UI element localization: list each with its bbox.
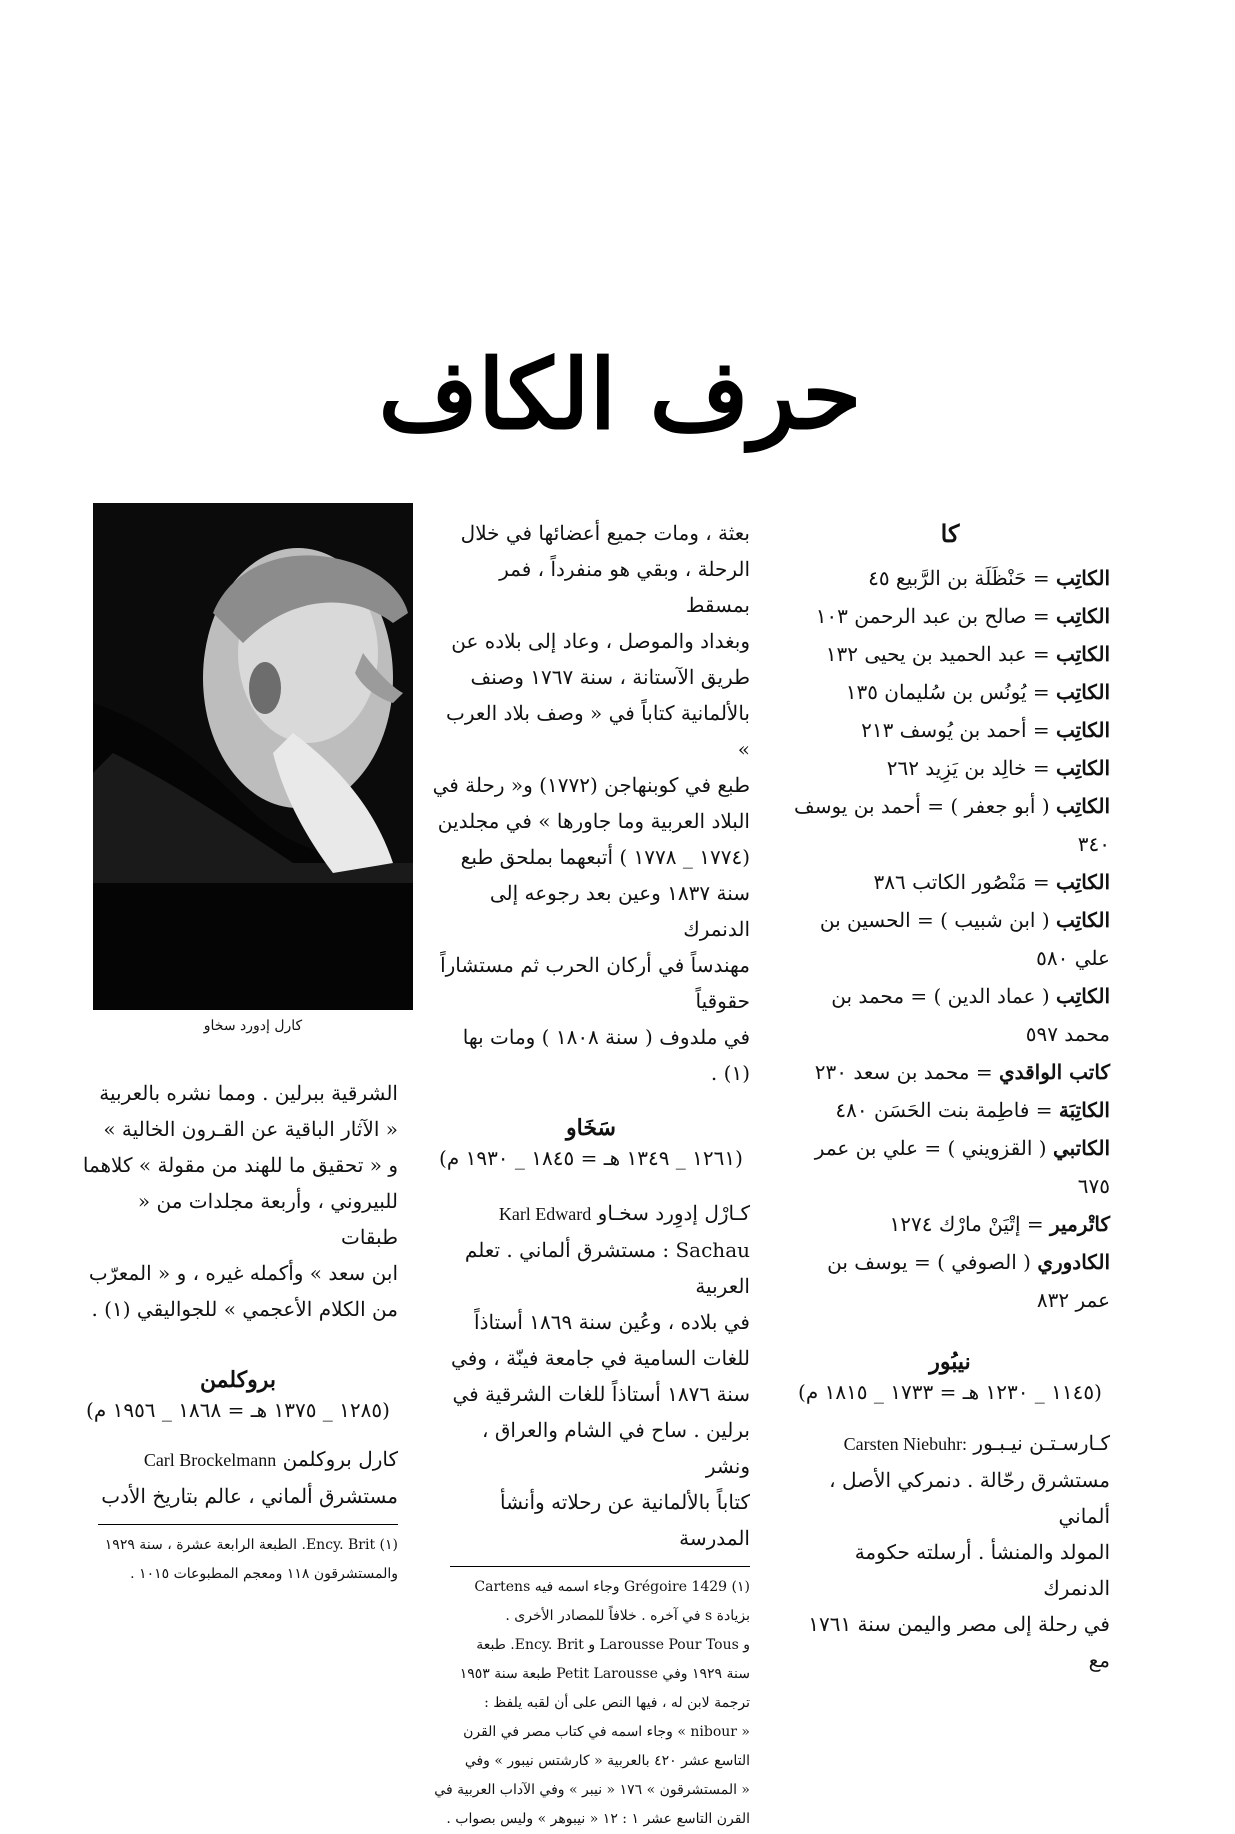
list-item xyxy=(790,597,1110,635)
footnote-line: سنة ١٩٢٩ وفي Petit Larousse طبعة سنة ١٩٥٣ xyxy=(459,1666,750,1682)
body-line: وبغداد والموصل ، وعاد إلى بلاده عن xyxy=(451,629,750,653)
sachau-name-latin: Karl Edward xyxy=(498,1204,592,1224)
sachau-line: في بلاده ، وعُين سنة ١٨٦٩ أستاذاً xyxy=(474,1310,750,1334)
entry-term: الكاتِب xyxy=(1056,984,1110,1008)
footnote-line: والمستشرقون ١١٨ ومعجم المطبوعات ١٠١٥ . xyxy=(130,1566,398,1582)
body-line: الرحلة ، وبقي هو منفرداً ، فمر بمسقط xyxy=(499,557,750,617)
footnote-line: « nibour » وجاء اسمه في كتاب مصر في القرن xyxy=(463,1724,750,1740)
sachau-dates: (١٢٦١ _ ١٣٤٩ هـ = ١٨٤٥ _ ١٩٣٠ م) xyxy=(439,1146,743,1170)
body-line: ابن سعد » وأكمله غيره ، و « المعرّب xyxy=(88,1261,398,1285)
entry-text: = حَنْظَلَة بن الرَّبيع ٤٥ xyxy=(868,566,1056,590)
niebuhr-line: مستشرق رحّالة . دنمركي الأصل ، ألماني xyxy=(829,1468,1110,1528)
list-item xyxy=(790,1091,1110,1129)
footnote-line: القرن التاسع عشر ١ : ١٢ « نيبوهر » وليس بصواب . xyxy=(446,1811,750,1827)
entry-term: الكاتِب xyxy=(1056,718,1110,742)
photo-caption: كارل إدورد سخاو xyxy=(203,1018,303,1034)
brockelmann-intro xyxy=(78,1441,398,1478)
brockelmann-title: بروكلمن xyxy=(199,1367,277,1393)
list-item xyxy=(790,787,1110,863)
footnote-line: ترجمة لابن له ، فيها النص على أن لقبه يلفظ : xyxy=(484,1695,750,1711)
body-line: طبع في كوبنهاجن (١٧٧٢) و« رحلة في xyxy=(432,773,750,797)
body-line: (١٧٧٤ _ ١٧٧٨ ) أتبعهما بملحق طبع xyxy=(460,845,750,869)
sachau-line: للغات السامية في جامعة فينّة ، وفي xyxy=(451,1346,750,1370)
body-line: و « تحقيق ما للهند من مقولة » كلاهما xyxy=(82,1153,398,1177)
entry-term: كاتب الواقدي xyxy=(998,1060,1110,1084)
entry-term: الكادوري xyxy=(1037,1250,1110,1274)
sachau-title: سَخَاو xyxy=(566,1115,616,1141)
list-item xyxy=(790,977,1110,1053)
entry-text: ( ابن شبيب ) = الحسين بن علي ٥٨٠ xyxy=(819,908,1110,970)
entry-text: = عبد الحميد بن يحيى ١٣٢ xyxy=(825,642,1056,666)
entry-term: كاتْرمير xyxy=(1050,1212,1110,1236)
entry-term: الكاتبي xyxy=(1052,1136,1110,1160)
body-line: من الكلام الأعجمي » للجواليقي (١) . xyxy=(91,1297,398,1321)
niebuhr-name-latin: Carsten Niebuhr: xyxy=(843,1434,968,1454)
entry-text: = أحمد بن يُوسف ٢١٣ xyxy=(861,718,1056,742)
entry-text: = صالح بن عبد الرحمن ١٠٣ xyxy=(815,604,1056,628)
entry-term: الكاتِب xyxy=(1056,870,1110,894)
brockelmann-name-latin: Carl Brockelmann xyxy=(143,1450,277,1470)
entry-text: = خالِد بن يَزِيد ٢٦٢ xyxy=(886,756,1056,780)
niebuhr-line: في رحلة إلى مصر واليمن سنة ١٧٦١ مع xyxy=(808,1612,1110,1672)
niebuhr-intro xyxy=(790,1425,1110,1462)
list-item xyxy=(790,863,1110,901)
body-line: بعثة ، ومات جميع أعضائها في خلال xyxy=(460,521,750,545)
portrait-image xyxy=(93,503,413,1010)
body-line: للبيروني ، وأربعة مجلدات من « طبقات xyxy=(137,1189,398,1249)
list-item xyxy=(790,559,1110,597)
niebuhr-name-arabic: كـارسـتـن نيـبـور xyxy=(973,1431,1110,1455)
sachau-intro xyxy=(432,1195,750,1232)
entry-list xyxy=(790,559,1110,1319)
entry-term: الكاتِب xyxy=(1056,794,1110,818)
entry-term: الكاتِب xyxy=(1056,566,1110,590)
body-line: مهندساً في أركان الحرب ثم مستشاراً حقوقياً xyxy=(440,953,750,1013)
list-item xyxy=(790,711,1110,749)
footnote-line: و Larousse Pour Tous و Ency. Brit. طبعة xyxy=(476,1637,750,1653)
entry-text: ( أبو جعفر ) = أحمد بن يوسف ٣٤٠ xyxy=(794,794,1110,856)
brockelmann-line: مستشرق ألماني ، عالم بتاريخ الأدب xyxy=(101,1484,398,1508)
section-header-ka: كا xyxy=(940,519,960,548)
right-column xyxy=(790,515,1110,1678)
list-item xyxy=(790,635,1110,673)
sachau-line: Sachau : مستشرق ألماني . تعلم العربية xyxy=(464,1238,750,1298)
sachau-line: سنة ١٨٧٦ أستاذاً للغات الشرقية في xyxy=(452,1382,750,1406)
footnote-line: « المستشرقون » ١٧٦ « نيبر » وفي الآداب العربية في xyxy=(434,1782,750,1798)
body-line: في ملدوف ( سنة ١٨٠٨ ) ومات بها (١) . xyxy=(462,1025,750,1085)
middle-column xyxy=(432,515,750,1834)
list-item xyxy=(790,1205,1110,1243)
entry-text: = إتْيَنْ مارْك ١٢٧٤ xyxy=(889,1212,1050,1236)
brockelmann-dates: (١٢٨٥ _ ١٣٧٥ هـ = ١٨٦٨ _ ١٩٥٦ م) xyxy=(86,1398,390,1422)
body-line: « الآثار الباقية عن القـرون الخالية » xyxy=(103,1117,398,1141)
footnote-divider xyxy=(450,1566,750,1567)
page-title: حرف الكاف xyxy=(378,338,862,451)
entry-text: = مَنْصُور الكاتب ٣٨٦ xyxy=(873,870,1056,894)
entry-text: = محمد بن سعد ٢٣٠ xyxy=(814,1060,999,1084)
entry-text: = فاطِمة بنت الحَسَن ٤٨٠ xyxy=(835,1098,1059,1122)
sachau-name-arabic: كـارْل إدوِرد سخـاو xyxy=(597,1201,750,1225)
entry-term: الكاتِب xyxy=(1056,604,1110,628)
niebuhr-line: المولد والمنشأ . أرسلته حكومة الدنمرك xyxy=(854,1540,1110,1600)
footnote-divider xyxy=(98,1524,398,1525)
footnote-line: (١) Grégoire 1429 وجاء اسمه فيه Cartens xyxy=(474,1579,750,1595)
niebuhr-title: نيبُور xyxy=(929,1349,971,1375)
list-item xyxy=(790,749,1110,787)
portrait-photo xyxy=(93,503,413,1010)
list-item xyxy=(790,673,1110,711)
footnote-line: التاسع عشر ٤٢٠ بالعربية « كارشتس نيبور » وفي xyxy=(464,1753,750,1769)
entry-text: ( عماد الدين ) = محمد بن محمد ٥٩٧ xyxy=(831,984,1110,1046)
body-line: الشرقية ببرلين . ومما نشره بالعربية xyxy=(99,1081,398,1105)
entry-term: الكاتِب xyxy=(1056,680,1110,704)
body-line: البلاد العربية وما جاورها » في مجلدين xyxy=(437,809,750,833)
list-item xyxy=(790,1129,1110,1205)
sachau-line: كتاباً بالألمانية عن رحلاته وأنشأ المدرسة xyxy=(500,1490,750,1550)
entry-term: الكاتِب xyxy=(1056,908,1110,932)
entry-term: الكاتِبَة xyxy=(1058,1098,1110,1122)
entry-text: ( الصوفي ) = يوسف بن عمر ٨٣٢ xyxy=(827,1250,1110,1312)
list-item xyxy=(790,901,1110,977)
body-line: طريق الآستانة ، سنة ١٧٦٧ وصنف xyxy=(470,665,750,689)
body-line: بالألمانية كتاباً في « وصف بلاد العرب » xyxy=(446,701,750,761)
body-line: سنة ١٨٣٧ وعين بعد رجوعه إلى الدنمرك xyxy=(489,881,750,941)
entry-text: ( القزويني ) = علي بن عمر ٦٧٥ xyxy=(814,1136,1110,1198)
sachau-line: برلين . ساح في الشام والعراق ، ونشر xyxy=(482,1418,750,1478)
entry-term: الكاتِب xyxy=(1056,756,1110,780)
niebuhr-dates: (١١٤٥ _ ١٢٣٠ هـ = ١٧٣٣ _ ١٨١٥ م) xyxy=(798,1380,1102,1404)
entry-text: = يُونُس بن سُليمان ١٣٥ xyxy=(845,680,1056,704)
list-item xyxy=(790,1243,1110,1319)
left-column xyxy=(78,1075,398,1589)
footnote-line: (١) Ency. Brit. الطبعة الرابعة عشرة ، سنة ١٩٢٩ xyxy=(104,1537,398,1553)
entry-term: الكاتِب xyxy=(1056,642,1110,666)
footnote-line: بزيادة s في آخره . خلافاً للمصادر الأخرى . xyxy=(505,1608,750,1624)
brockelmann-name-arabic: كارل بروكلمن xyxy=(282,1447,398,1471)
list-item xyxy=(790,1053,1110,1091)
